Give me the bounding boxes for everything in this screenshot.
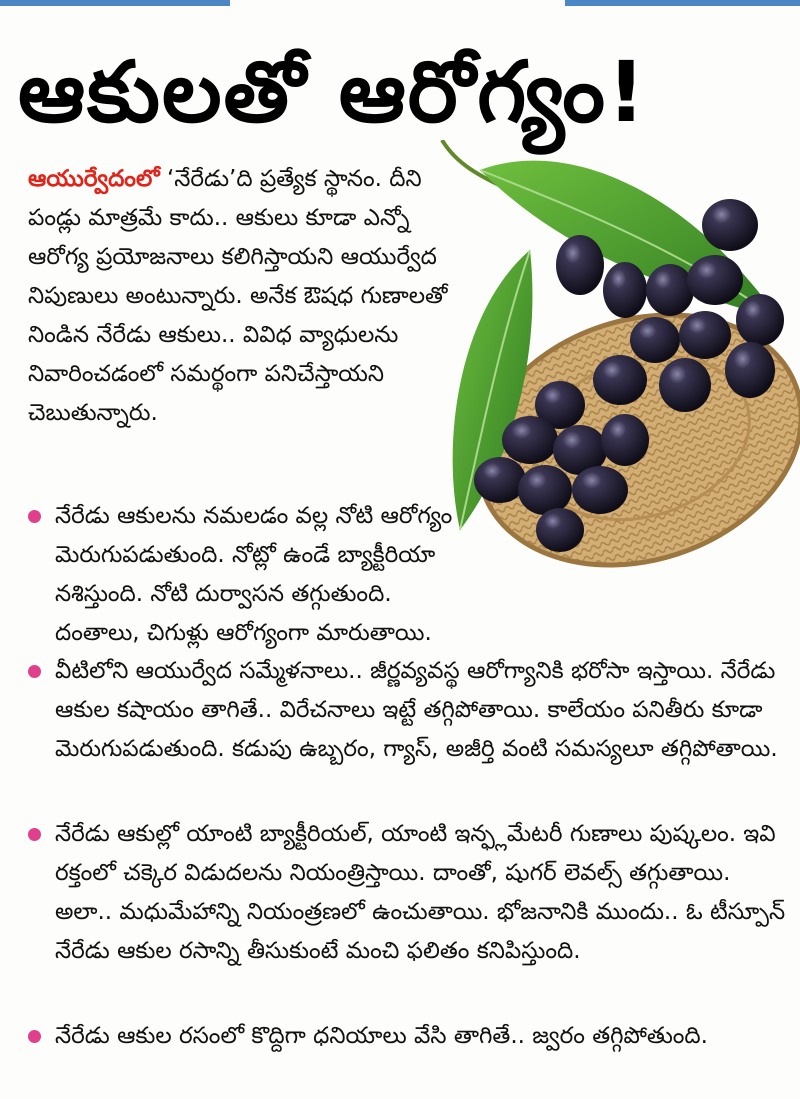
list-item [28, 815, 788, 971]
list-item-text: నేరేడు ఆకుల రసంలో కొద్దిగా ధనియాలు వేసి తాగితే.. జ్వరం తగ్గిపోతుంది. [55, 1023, 708, 1049]
intro-paragraph [28, 160, 468, 433]
bullet-dot-icon [28, 1030, 41, 1043]
article-headline: ఆకులతో ఆరోగ్యం! [18, 43, 648, 141]
intro-lead-word: ఆయుర్వేదంలో [28, 166, 160, 192]
list-item-text: వీటిలోని ఆయుర్వేద సమ్మేళనాలు.. జీర్ణవ్యవస్థ ఆరోగ్యానికి భరోసా ఇస్తాయి. నేరేడు ఆకుల కషాయం తాగితే.. విరేచనాలు ఇట్టే తగ్గిపోతాయి. కాలేయం పనితీరు కూడా మెరుగుపడుతుంది. కడుపు ఉబ్బరం, గ్యాస్, అజీర్తి వంటి సమస్యలూ తగ్గిపోతాయి. [55, 658, 778, 762]
intro-text: ‘నేరేడు’ది ప్రత్యేక స్థానం. దీని పండ్లు మాత్రమే కాదు.. ఆకులు కూడా ఎన్నో ఆరోగ్య ప్రయోజనాలు కలిగిస్తాయని ఆయుర్వేద నిపుణులు అంటున్నారు. అనేక ఔషధ గుణాలతో నిండిన నేరేడు ఆకులు.. వివిధ వ్యాధులను నివారించడంలో సమర్థంగా పనిచేస్తాయని చెబుతున్నారు. [28, 166, 448, 426]
bullet-dot-icon [28, 828, 41, 841]
list-item [28, 497, 788, 653]
list-item-text: నేరేడు ఆకుల్లో యాంటి బ్యాక్టీరియల్, యాంటి ఇన్ఫ్లమేటరీ గుణాలు పుష్కలం. ఇవి రక్తంలో చక్కెర విడుదలను నియంత్రిస్తాయి. దాంతో, షుగర్ లెవల్స్ తగ్గుతాయి. అలా.. మధుమేహాన్ని నియంత్రణలో ఉంచుతాయి. భోజనానికి ముందు.. ఓ టీస్పూన్ నేరేడు ఆకుల రసాన్ని తీసుకుంటే మంచి ఫలితం కనిపిస్తుంది. [55, 821, 786, 964]
list-item-text: నేరేడు ఆకులను నమలడం వల్ల నోటి ఆరోగ్యం మెరుగుపడుతుంది. నోట్లో ఉండే బ్యాక్టీరియా నశిస్తుంది. నోటి దుర్వాసన తగ్గుతుంది. దంతాలు, చిగుళ్లు ఆరోగ్యంగా మారుతాయి. [55, 503, 453, 646]
list-item [28, 1017, 788, 1056]
header-bar-left [0, 0, 230, 6]
header-bar-right [565, 0, 800, 6]
bullet-dot-icon [28, 665, 41, 678]
bullet-dot-icon [28, 510, 41, 523]
list-item [28, 652, 788, 769]
